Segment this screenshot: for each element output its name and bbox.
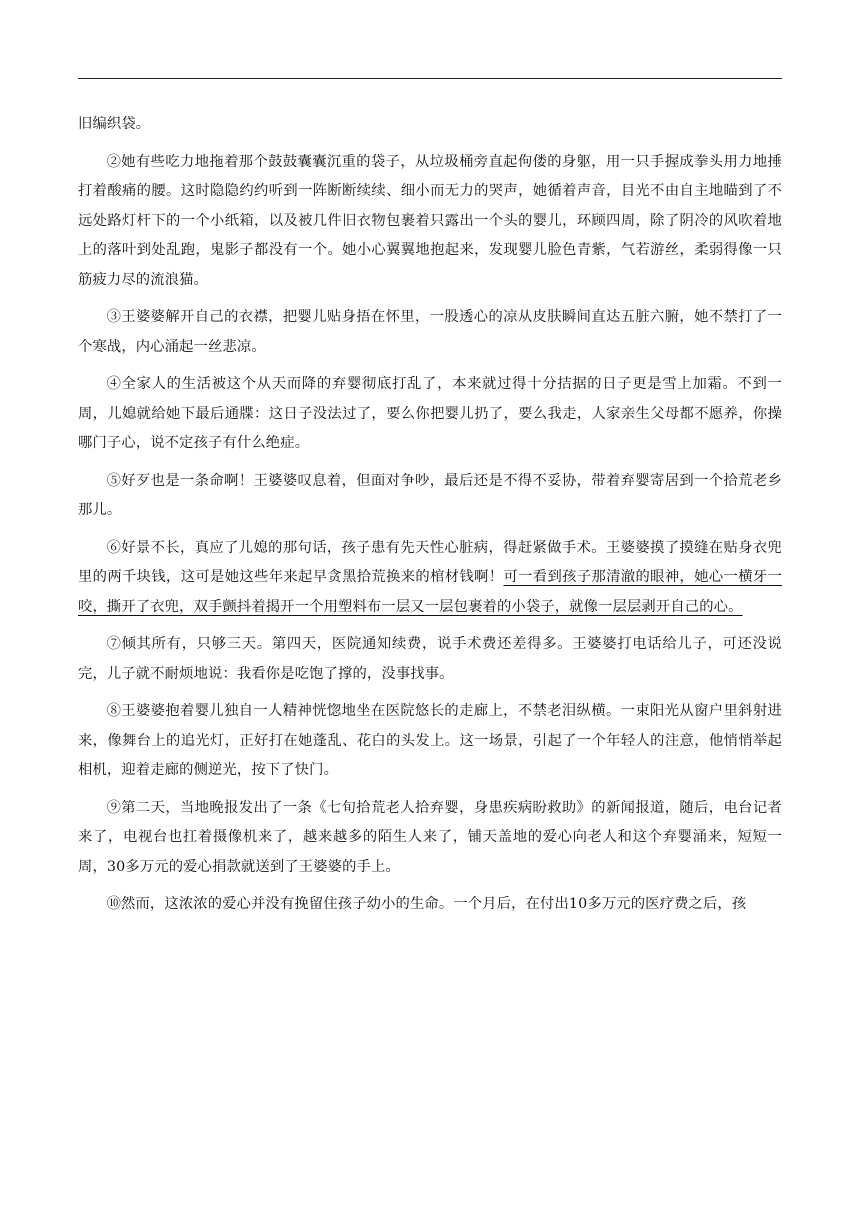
paragraph-6-text: ⑥好景不长，真应了儿媳的那句话，孩子患有先天性心脏病，得赶紧做手术。王婆婆摸了摸缝在贴身衣兜里的两千块钱，这可是她这些年来起早贪黑拾荒换来的棺材钱啊！ <box>78 539 782 585</box>
paragraph-9: ⑨第二天，当地晚报发出了一条《七旬拾荒老人拾弃婴，身患疾病盼救助》的新闻报道，随后，电台记者来了，电视台也扛着摄像机来了，越来越多的陌生人来了，铺天盖地的爱心向老人和这个弃婴涌来，短短一周，30多万元的爱心捐款就送到了王婆婆的手上。 <box>78 799 782 875</box>
underlined-sentence: 可一看到孩子那清澈的眼神，她心一横牙一咬，撕开了衣兜，双手颤抖着揭开一个用塑料布一层又一层包裹着的小袋子，就像一层层剥开自己的心。 <box>78 569 782 615</box>
header-rule <box>78 78 782 79</box>
lead-text: 旧编织袋。 <box>78 116 151 132</box>
paragraph-6 <box>78 534 782 623</box>
paragraph-4: ④全家人的生活被这个从天而降的弃婴彻底打乱了，本来就过得十分拮据的日子更是雪上加霜。不到一周，儿媳就给她下最后通牒：这日子没法过了，要么你把婴儿扔了，要么我走，人家亲生父母都不愿养，你操哪门子心，说不定孩子有什么绝症。 <box>78 376 782 451</box>
paragraph-2: ②她有些吃力地拖着那个鼓鼓囊囊沉重的袋子，从垃圾桶旁直起佝偻的身躯，用一只手握成拳头用力地捶打着酸痛的腰。这时隐隐约约听到一阵断断续续、细小而无力的哭声，她循着声音，目光不由自主地瞄到了不远处路灯杆下的一个小纸箱，以及被几件旧衣物包裹着只露出一个头的婴儿，环顾四周，除了阴冷的风吹着地上的落叶到处乱跑，鬼影子都没有一个。她小心翼翼地抱起来，发现婴儿脸色青紫，气若游丝，柔弱得像一只筋疲力尽的流浪猫。 <box>78 153 782 288</box>
paragraph-8: ⑧王婆婆抱着婴儿独自一人精神恍惚地坐在医院悠长的走廊上，不禁老泪纵横。一束阳光从窗户里斜射进来，像舞台上的追光灯，正好打在她蓬乱、花白的头发上。这一场景，引起了一个年轻人的注意，他悄悄举起相机，迎着走廊的侧逆光，按下了快门。 <box>78 703 782 778</box>
paragraph-10: ⑩然而，这浓浓的爱心并没有挽留住孩子幼小的生命。一个月后，在付出10多万元的医疗费之后，孩 <box>106 896 747 912</box>
paragraph-3: ③王婆婆解开自己的衣襟，把婴儿贴身捂在怀里，一股透心的凉从皮肤瞬间直达五脏六腑，她不禁打了一个寒战，内心涌起一丝悲凉。 <box>78 309 782 355</box>
paragraph-7: ⑦倾其所有，只够三天。第四天，医院通知续费，说手术费还差得多。王婆婆打电话给儿子，可还没说完，儿子就不耐烦地说：我看你是吃饱了撑的，没事找事。 <box>78 636 782 682</box>
paragraph-5: ⑤好歹也是一条命啊！王婆婆叹息着，但面对争吵，最后还是不得不妥协，带着弃婴寄居到一个拾荒老乡那儿。 <box>78 472 782 518</box>
document-body <box>78 110 782 928</box>
